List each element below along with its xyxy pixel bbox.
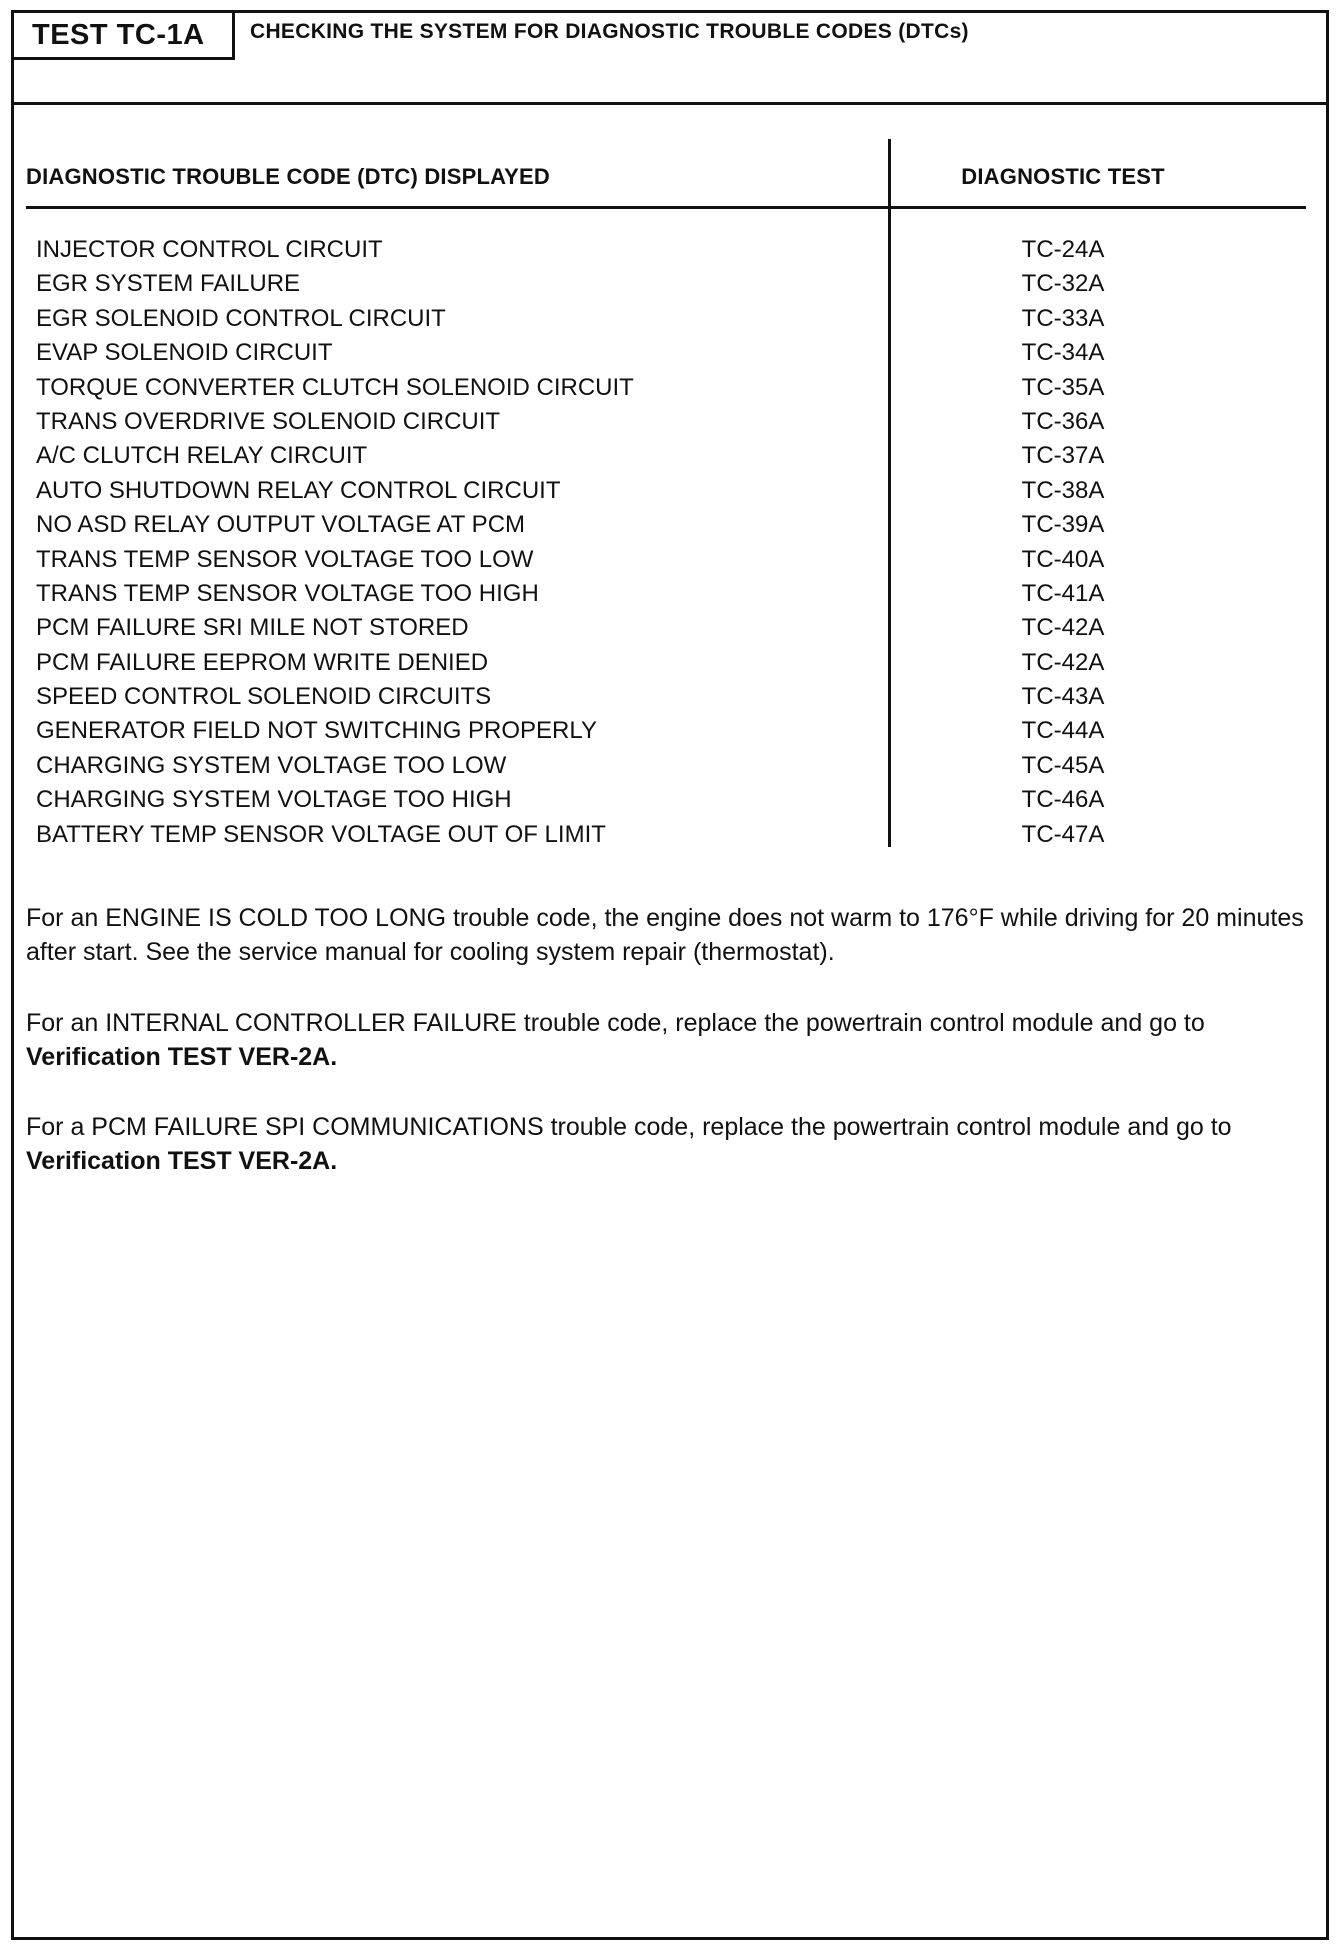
note-text: For a PCM FAILURE SPI COMMUNICATIONS trouble code, replace the powertrain control module and go to bbox=[26, 1113, 1232, 1141]
test-title: CHECKING THE SYSTEM FOR DIAGNOSTIC TROUBLE CODES (DTCs) bbox=[250, 20, 969, 43]
dtc-description: A/C CLUTCH RELAY CIRCUIT bbox=[36, 442, 368, 470]
dtc-description: TORQUE CONVERTER CLUTCH SOLENOID CIRCUIT bbox=[36, 373, 634, 401]
dtc-description: PCM FAILURE SRI MILE NOT STORED bbox=[36, 614, 469, 642]
dtc-description: EGR SYSTEM FAILURE bbox=[36, 270, 301, 298]
table-row bbox=[14, 508, 1326, 542]
diagnostic-test: TC-34A bbox=[1021, 339, 1105, 367]
table-row bbox=[14, 783, 1326, 817]
dtc-column-heading: DIAGNOSTIC TROUBLE CODE (DTC) DISPLAYED bbox=[26, 164, 551, 189]
table-row bbox=[14, 474, 1326, 508]
dtc-description: PCM FAILURE EEPROM WRITE DENIED bbox=[36, 648, 489, 676]
dtc-description: BATTERY TEMP SENSOR VOLTAGE OUT OF LIMIT bbox=[36, 820, 606, 848]
dtc-description: CHARGING SYSTEM VOLTAGE TOO HIGH bbox=[36, 786, 512, 814]
diagnostic-test: TC-33A bbox=[1021, 304, 1105, 332]
diagnostic-test: TC-47A bbox=[1021, 820, 1105, 848]
diagnostic-test: TC-35A bbox=[1021, 373, 1105, 401]
dtc-description: EVAP SOLENOID CIRCUIT bbox=[36, 339, 333, 367]
table-row bbox=[14, 646, 1326, 680]
dtc-description: AUTO SHUTDOWN RELAY CONTROL CIRCUIT bbox=[36, 476, 561, 504]
table-row bbox=[14, 577, 1326, 611]
note-bold: Verification TEST VER-2A. bbox=[26, 1147, 338, 1175]
diagnostic-test: TC-40A bbox=[1021, 545, 1105, 573]
dtc-description: INJECTOR CONTROL CIRCUIT bbox=[36, 236, 383, 263]
note-bold: Verification TEST VER-2A. bbox=[26, 1043, 338, 1071]
table-row bbox=[14, 405, 1326, 439]
diagnostic-test: TC-36A bbox=[1021, 407, 1105, 435]
dtc-description: NO ASD RELAY OUTPUT VOLTAGE AT PCM bbox=[36, 511, 526, 539]
dtc-description: TRANS TEMP SENSOR VOLTAGE TOO LOW bbox=[36, 545, 534, 573]
table-row bbox=[14, 302, 1326, 336]
note-internal-controller bbox=[26, 1006, 1322, 1074]
dtc-description: GENERATOR FIELD NOT SWITCHING PROPERLY bbox=[36, 717, 597, 745]
note-text: For an ENGINE IS COLD TOO LONG trouble code, the engine does not warm to 176°F while driving for 20 minutes after start. See the service manual for cooling system repair (thermostat). bbox=[26, 904, 1304, 966]
heading-rule bbox=[26, 206, 1306, 209]
table-row bbox=[14, 818, 1326, 852]
diagnostic-test: TC-42A bbox=[1021, 614, 1105, 642]
page-frame bbox=[11, 10, 1329, 1940]
dtc-description: TRANS OVERDRIVE SOLENOID CIRCUIT bbox=[36, 407, 501, 435]
test-column-heading: DIAGNOSTIC TEST bbox=[961, 164, 1165, 189]
diagnostic-test: TC-46A bbox=[1021, 786, 1105, 814]
table-row bbox=[14, 714, 1326, 748]
diagnostic-test: TC-44A bbox=[1021, 717, 1105, 745]
table-row bbox=[14, 439, 1326, 473]
note-pcm-spi bbox=[26, 1110, 1322, 1178]
diagnostic-test: TC-42A bbox=[1021, 648, 1105, 676]
diagnostic-test: TC-24A bbox=[1021, 236, 1105, 263]
test-id: TEST TC-1A bbox=[14, 13, 235, 60]
table-row bbox=[14, 371, 1326, 405]
diagnostic-test: TC-37A bbox=[1021, 442, 1105, 470]
diagnostic-test: TC-39A bbox=[1021, 511, 1105, 539]
diagnostic-test: TC-32A bbox=[1021, 270, 1105, 298]
table-row bbox=[14, 680, 1326, 714]
dtc-description: SPEED CONTROL SOLENOID CIRCUITS bbox=[36, 683, 492, 711]
table-row bbox=[14, 611, 1326, 645]
diagnostic-test: TC-41A bbox=[1021, 579, 1105, 607]
diagnostic-test: TC-43A bbox=[1021, 683, 1105, 711]
dtc-description: CHARGING SYSTEM VOLTAGE TOO LOW bbox=[36, 751, 507, 779]
table-row bbox=[14, 749, 1326, 783]
dtc-table bbox=[14, 233, 1326, 852]
table-row bbox=[14, 336, 1326, 370]
dtc-description: TRANS TEMP SENSOR VOLTAGE TOO HIGH bbox=[36, 579, 539, 607]
table-row bbox=[14, 233, 1326, 267]
diagnostic-test: TC-38A bbox=[1021, 476, 1105, 504]
table-row bbox=[14, 267, 1326, 301]
note-engine-cold bbox=[26, 901, 1322, 969]
dtc-description: EGR SOLENOID CONTROL CIRCUIT bbox=[36, 304, 446, 332]
diagnostic-test: TC-45A bbox=[1021, 751, 1105, 779]
header-band bbox=[14, 13, 1326, 105]
table-row bbox=[14, 543, 1326, 577]
note-text: For an INTERNAL CONTROLLER FAILURE trouble code, replace the powertrain control module and go to bbox=[26, 1009, 1205, 1037]
